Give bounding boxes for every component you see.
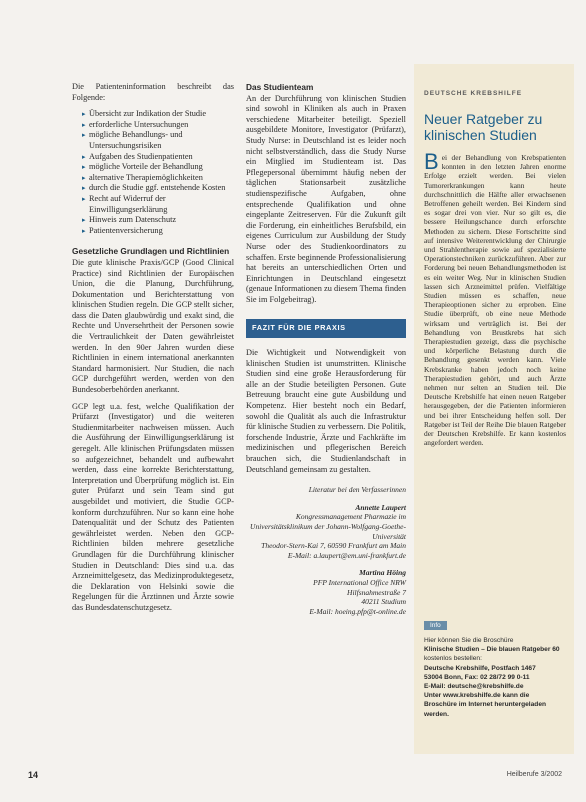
author-line: Theodor-Stern-Kai 7, 60590 Frankfurt am Main	[261, 541, 406, 551]
paragraph: An der Durchführung von klinischen Studien sind sowohl in Kliniken als auch in Praxen verschiedene Mitarbeiter beteiligt. Speziell ausgebildete Monitore, Investigator (Prüfarzt), Study Nurse: in Deutschland ist es leider noch nicht selbstverständlich, dass die Study Nurse ein Mitglied im Studienteam ist. Das Pflegepersonal übernimmt häufig neben der täglichen Stationsarbeit zusätzliche studienspezifische Aufgaben, ohne entsprechende Qualifikation und ohne eingeplante Zeitreserven. Für die Zukunft gilt die Forderung, ein einheitliches Berufsbild, ein eigenes Curriculum zur Ausbildung der Study Nurse oder des Studienkoordinators zu schaffen. Erste beginnende Professionalisierung hat bereits an unterschiedlichen Orten und Einrichtungen in Deutschland eingesetzt (genaue Informationen zu diesem Thema finden Sie im Folgebeitrag).	[246, 93, 406, 304]
column-left	[72, 82, 234, 620]
author-line: Hilfsnahmestraße 7	[347, 587, 406, 597]
section-heading-grundlagen: Gesetzliche Grundlagen und Richtlinien	[72, 246, 230, 257]
bullet-item: ▸ Hinweis zum Datenschutz	[82, 215, 234, 226]
fazit-banner: FAZIT FÜR DIE PRAXIS	[246, 319, 406, 338]
info-box	[414, 614, 574, 719]
author-line: PFP International Office NRW	[313, 577, 406, 587]
author-name: Martina Höing	[359, 568, 406, 578]
bullet-item: ▸ mögliche Behandlungs- und Untersuchungsrisiken	[82, 130, 234, 151]
section-heading-studienteam: Das Studienteam	[246, 82, 314, 92]
author-email: E-Mail: a.laupert@em.uni-frankfurt.de	[287, 550, 406, 560]
info-label: Info	[424, 621, 447, 630]
info-line: Broschüre im Internet heruntergeladen	[424, 701, 547, 709]
paragraph: Die gute klinische Praxis/GCP (Good Clinical Practice) sind Richtlinien der Europäischen Union, die die Planung, Durchführung, Dokumentation und Berichterstattung von klinischen Studien regeln. Die GCP stellt sicher, dass die Daten glaubwürdig und exakt sind, die Rechte und Unversehrtheit der Personen sowie die Vertraulichkeit der Daten gewährleistet werden. In den 90er Jahren wurden diese Richtlinien in einem international anerkannten Standard harmonisiert. Nur Studien, die nach GCP durchgeführt werden, werden von den Bundesoberbehörden anerkannt.	[72, 257, 234, 395]
info-line: Hier können Sie die Broschüre	[424, 637, 514, 644]
paragraph: GCP legt u.a. fest, welche Qualifikation der Prüfarzt (Investigator) und die weiteren Studienmitarbeiter nachweisen müssen. Auch die Ausführung der Einwilligungserklärung ist geregelt. Alle klinischen Prüfungsdaten müssen so aufgezeichnet, behandelt und aufbewahrt werden, dass eine korrekte Berichterstattung, Interpretation und Überprüfung möglich ist. Ein guter Prüfarzt und sein Team sind gut ausgebildet und motiviert, die Studie GCP-konform durchzuführen. Nur so kann eine hohe Datenqualität und der Schutz des Patienten gewährleistet werden. Neben den GCP-Richtlinien bilden mehrere gesetzliche Grundlagen für die Durchführung klinischer Studien in Deutschland: Dies sind u.a. das Arzneimittelgesetz, das Medizinproduktegesetz, die Deklaration von Helsinki sowie die Regelungen für die Ärztinnen und Ärzte sowie das Bundesdatenschutzgesetz.	[72, 401, 234, 612]
sidebar-text	[424, 149, 566, 448]
info-line: 53004 Bonn, Fax: 02 28/72 99 0-11	[424, 673, 530, 681]
column-middle	[246, 82, 406, 616]
page-number: 14	[28, 770, 39, 780]
info-line: Klinische Studien – Die blauen Ratgeber 60	[424, 646, 560, 654]
author-line: 40211 Studium	[361, 597, 406, 607]
author-email: E-Mail: hoeing.pfp@t-online.de	[309, 606, 406, 616]
brand-label: DEUTSCHE KREBSHILFE	[424, 90, 523, 97]
author-line: Kongressmanagement Pharmazie im Universitätsklinikum der Johann-Wolfgang-Goethe-Universität	[250, 512, 406, 541]
fazit-paragraph: Die Wichtigkeit und Notwendigkeit von klinischen Studien ist unumstritten. Klinische Studien sind eine große Herausforderung für alle an der Studie beteiligten Personen. Gute Betreuung braucht eine gute Ausbildung und Kompetenz. Hier besteht noch ein Bedarf, sowohl die Qualität als auch die Infrastruktur für klinische Studien zu verbessern. Die Politik, forschende Industrie, Ärzte und Fachkräfte im medizinischen und pflegerischen Bereich brauchen sich, die Studienlandschaft in Deutschland gemeinsam zu gestalten.	[246, 348, 406, 474]
info-text	[414, 632, 574, 719]
info-line: Deutsche Krebshilfe, Postfach 1467	[424, 664, 536, 672]
bullet-item: ▸ durch die Studie ggf. entstehende Kosten	[82, 183, 234, 194]
dropcap: B	[424, 149, 439, 174]
info-line: werden.	[424, 710, 449, 718]
sidebar-body: ei der Behandlung von Krebspatienten konnten in den letzten Jahren enorme Erfolge erzielt werden. Bei vielen Tumorerkrankungen kann heute durchschnittlich die Hälfte aller erwachsenen Betroffenen geheilt werden. Bei Kindern sind es sogar drei von vier. Nur so gilt es, die bessere Heilungschance durch erforschte Methoden zu sichern. Diese Fortschritte sind auf intensive Weiterentwicklung der Chirurgie und Strahlentherapie sowie auf spezialisierte Operationstechniken zurückzuführen. Aber zur Forderung bei neuen Behandlungsmethoden ist es ein weiter Weg. Nur in klinischen Studien lassen sich Arzneimittel prüfen. Vielfältige Studien müssen es schaffen, neue Therapieoptionen sicher zu erproben. Eine Studie überprüft, ob eine neue Methode wirksam und verträglich ist. Bei der Behandlung von Brustkrebs hat sich Therapiestudien gezeigt, dass die psychische und körperliche Belastung durch die Behandlung gesenkt werden kann. Viele Krebskranke haben jedoch noch keine Therapiestudien gehört, und auch Ärzte nehmen nur selten an Studien teil. Die Deutsche Krebshilfe hat einen neuen Ratgeber herausgegeben, der die Patienten informieren und bei ihrer Entscheidung helfen soll. Der Ratgeber ist Teil der Reihe Die blauen Ratgeber der Deutschen Krebshilfe. Er kann kostenlos angefordert werden.	[424, 153, 566, 448]
sidebar-title: Neuer Ratgeber zu klinischen Studien	[424, 111, 543, 143]
bullet-item: ▸ Übersicht zur Indikation der Studie	[82, 109, 234, 120]
info-email: E-Mail: deutsche@krebshilfe.de	[424, 683, 524, 691]
bullet-item: ▸ Recht auf Widerruf der Einwilligungserklärung	[82, 194, 234, 215]
bullet-item: ▸ mögliche Vorteile der Behandlung	[82, 162, 234, 173]
bullet-item: ▸ alternative Therapiemöglichkeiten	[82, 173, 234, 184]
info-line: kostenlos bestellen:	[424, 655, 482, 663]
literature-note: Literatur bei den Verfasserinnen	[308, 485, 406, 495]
bullet-list	[72, 109, 234, 236]
author-name: Annette Laupert	[355, 502, 406, 512]
intro-text: Die Patienteninformation beschreibt das Folgende:	[72, 82, 234, 102]
author-block	[246, 485, 406, 616]
sidebar-box	[414, 64, 574, 754]
bullet-item: ▸ Aufgaben des Studienpatienten	[82, 152, 234, 163]
info-line: Unter www.krebshilfe.de kann die	[424, 692, 530, 700]
bullet-item: ▸ Patientenversicherung	[82, 226, 234, 237]
bullet-item: ▸ erforderliche Untersuchungen	[82, 120, 234, 131]
journal-issue: Heilberufe 3/2002	[506, 771, 562, 778]
